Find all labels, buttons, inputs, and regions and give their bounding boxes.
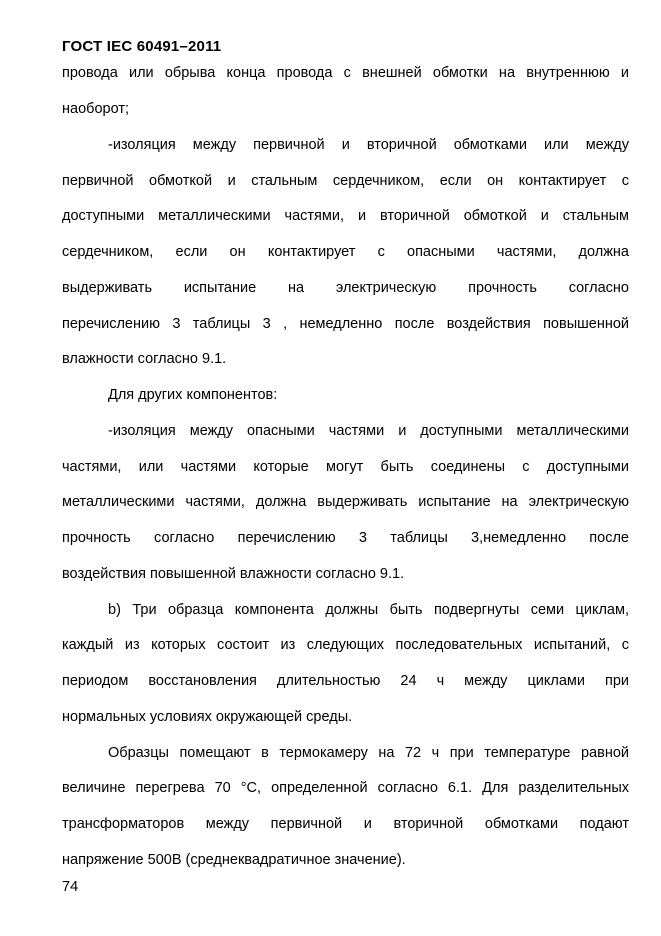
text-line: нормальных условиях окружающей среды.	[62, 709, 353, 725]
text-line: частями, или частями которые могут быть соединены с доступными	[62, 459, 629, 475]
text-line: величине перегрева 70 °С, определенной согласно 6.1. Для разделительных	[62, 780, 629, 796]
text-line: металлическими частями, должна выдерживать испытание на электрическую	[62, 494, 629, 510]
text-line: трансформаторов между первичной и вторичной обмотками подают	[62, 816, 629, 832]
page-number: 74	[62, 879, 79, 895]
text-line: выдерживать испытание на электрическую прочность согласно	[62, 280, 629, 296]
text-line: провода или обрыва конца провода с внешней обмотки на внутреннюю и	[62, 65, 629, 81]
text-line: периодом восстановления длительностью 24 ч между циклами при	[62, 673, 629, 689]
text-line: первичной обмоткой и стальным сердечником, если он контактирует с	[62, 173, 629, 189]
text-line: Для других компонентов:	[108, 387, 278, 403]
text-line: -изоляция между опасными частями и доступными металлическими	[108, 423, 629, 439]
document-header: ГОСТ IEC 60491–2011	[62, 38, 222, 55]
text-line: напряжение 500В (среднеквадратичное значение).	[62, 852, 406, 868]
text-line: -изоляция между первичной и вторичной обмотками или между	[108, 137, 629, 153]
text-line: перечислению 3 таблицы 3 , немедленно после воздействия повышенной	[62, 316, 629, 332]
text-line: воздействия повышенной влажности согласно 9.1.	[62, 566, 405, 582]
text-line: доступными металлическими частями, и вторичной обмоткой и стальным	[62, 208, 629, 224]
text-line: прочность согласно перечислению 3 таблицы 3,немедленно после	[62, 530, 629, 546]
text-line: Образцы помещают в термокамеру на 72 ч при температуре равной	[108, 745, 629, 761]
text-line: наоборот;	[62, 101, 129, 117]
text-line: влажности согласно 9.1.	[62, 351, 227, 367]
text-line: b) Три образца компонента должны быть подвергнуты семи циклам,	[108, 602, 629, 618]
text-line: каждый из которых состоит из следующих последовательных испытаний, с	[62, 637, 629, 653]
text-line: сердечником, если он контактирует с опасными частями, должна	[62, 244, 629, 260]
